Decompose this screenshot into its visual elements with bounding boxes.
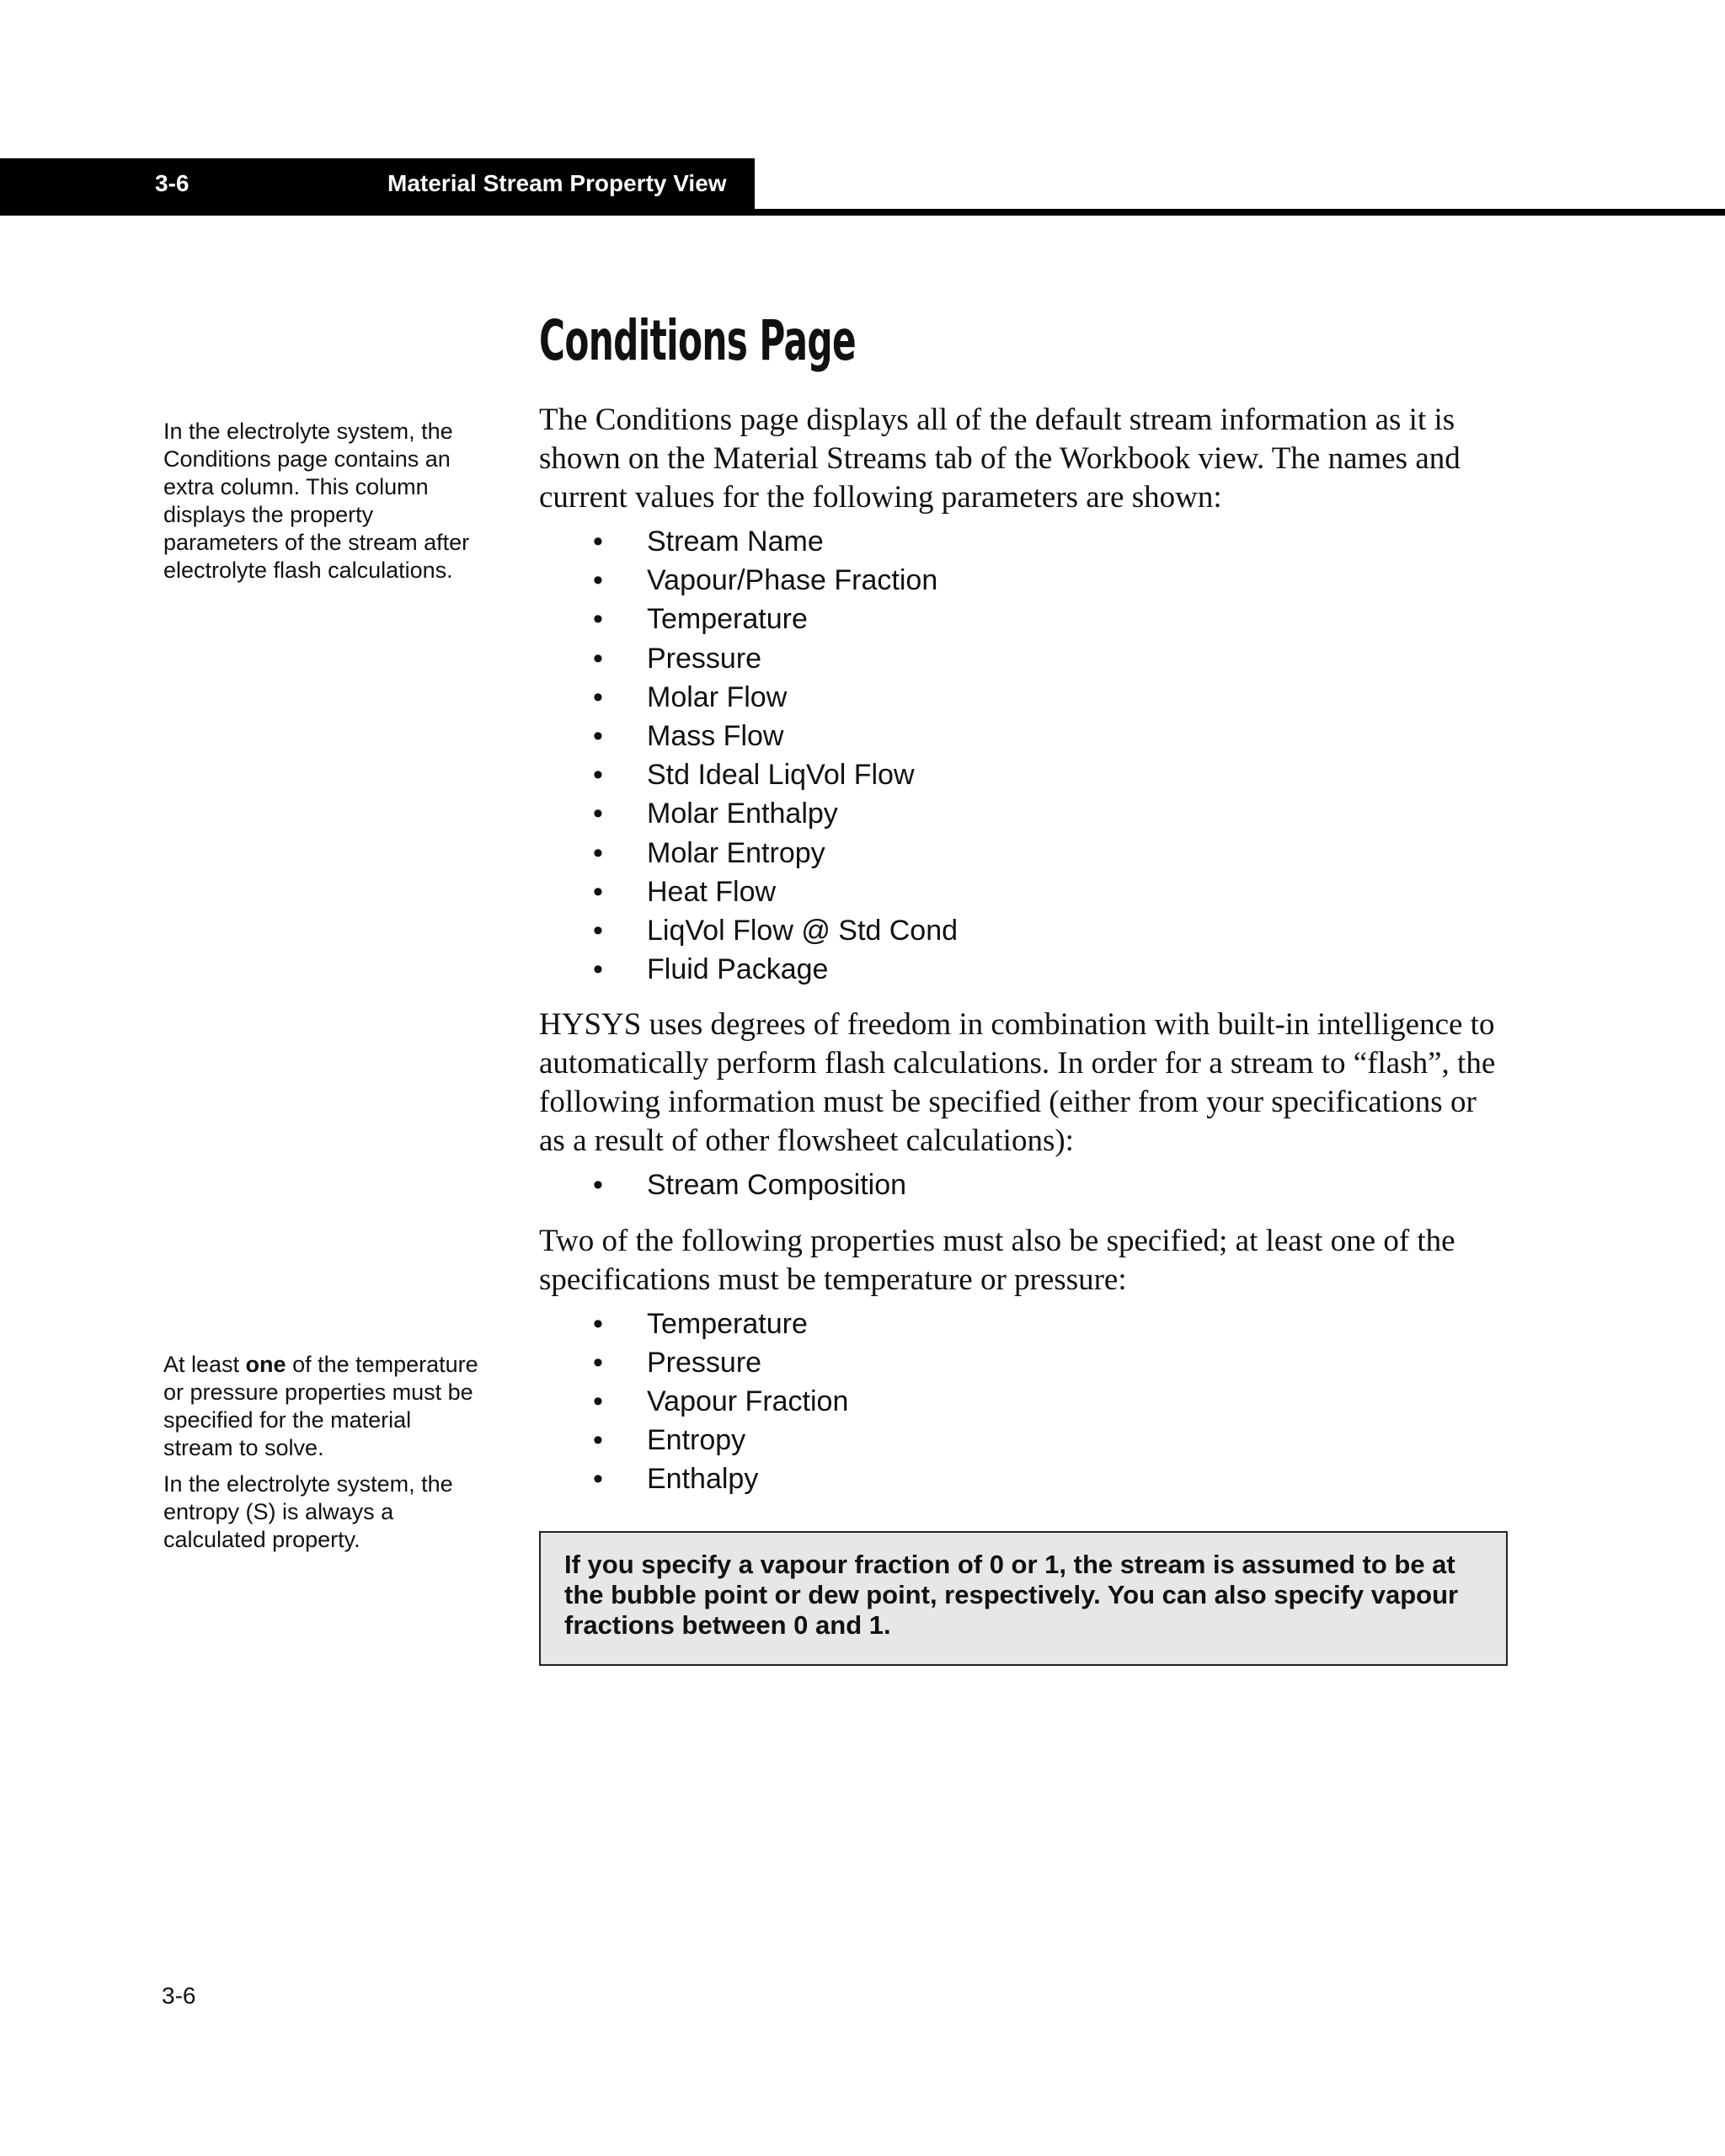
list-item-text: Fluid Package [647,953,829,986]
list-item-text: Temperature [647,1307,808,1340]
list-item-text: Entropy [647,1424,746,1457]
list-item [593,600,1508,638]
list-item [593,794,1508,833]
bullet-glyph: • [593,798,603,830]
list-item-text: Molar Entropy [647,836,825,869]
page-header-bar [0,158,755,212]
list-item-text: Temperature [647,603,808,636]
sidenote-spec-requirements [163,1351,483,1554]
note-box: If you specify a vapour fraction of 0 or 1, the stream is assumed to be at the bubble point or dew point, respectively. You can also specify vapour fractions between 0 and 1. [539,1531,1508,1666]
bullet-glyph: • [593,1424,603,1457]
bullet-glyph: • [593,953,603,986]
list-item [593,639,1508,678]
list-item-text: Mass Flow [647,720,784,753]
list-item [593,1343,1508,1382]
list-item [593,561,1508,600]
list-item-text: Molar Enthalpy [647,798,838,830]
sidenote-at-least-prefix: At least [163,1352,246,1377]
list-item [593,755,1508,794]
bullet-glyph: • [593,875,603,908]
header-page-number: 3-6 [155,170,190,196]
bullet-glyph: • [593,1169,603,1202]
list-item [593,1166,1508,1204]
bullet-glyph: • [593,526,603,558]
bullet-glyph: • [593,680,603,713]
bullet-glyph: • [593,759,603,792]
header-section-title: Material Stream Property View [387,170,727,196]
list-item [593,950,1508,989]
list-item [593,1460,1508,1498]
list-item-text: Pressure [647,1346,762,1379]
list-item-text: Enthalpy [647,1463,759,1496]
list-item [593,873,1508,911]
property-list [539,1305,1508,1499]
main-content [539,303,1508,1666]
list-item [593,678,1508,717]
bullet-glyph: • [593,1385,603,1418]
list-item-text: Std Ideal LiqVol Flow [647,759,915,792]
list-item-text: Heat Flow [647,875,777,908]
bullet-glyph: • [593,915,603,947]
list-item-text: Vapour Fraction [647,1385,849,1418]
list-item [593,717,1508,755]
bullet-glyph: • [593,642,603,675]
bullet-glyph: • [593,1463,603,1496]
list-item [593,1305,1508,1343]
list-item-text: Pressure [647,642,762,675]
list-item-text: Stream Composition [647,1169,907,1202]
bullet-glyph: • [593,564,603,597]
footer-page-number: 3-6 [162,1983,196,2009]
required-list [539,1166,1508,1204]
list-item [593,522,1508,561]
parameter-list [539,522,1508,989]
sidenote-electrolyte-column [163,418,483,584]
bullet-glyph: • [593,1307,603,1340]
bullet-glyph: • [593,1346,603,1379]
dof-paragraph: HYSYS uses degrees of freedom in combination with built-in intelligence to automatically perform flash calculations. In order for a stream to “flash”, the following information must be specified (either from your specifications or as a result of other flowsheet calculations): [539,1007,1496,1159]
sidenote-at-least-suffix: of the temperature or pressure properties must be specified for the material stream to solve. [163,1352,478,1460]
two-of-paragraph: Two of the following properties must also be specified; at least one of the specifications must be temperature or pressure: [539,1223,1455,1297]
bullet-glyph: • [593,603,603,636]
sidenote-at-least-bold: one [245,1352,286,1377]
list-item-text: Stream Name [647,526,824,558]
bullet-glyph: • [593,720,603,753]
header-rule [0,209,1725,216]
sidenote-entropy: In the electrolyte system, the entropy (S) is always a calculated property. [163,1471,453,1552]
list-item [593,834,1508,873]
list-item-text: LiqVol Flow @ Std Cond [647,915,959,947]
page-title: Conditions Page [539,308,857,373]
list-item [593,1421,1508,1460]
intro-paragraph: The Conditions page displays all of the default stream information as it is shown on the Material Streams tab of the Workbook view. The names and current values for the following parameters are shown: [539,403,1461,515]
sidenote-electrolyte-column-text: In the electrolyte system, the Conditions page contains an extra column. This column displays the property parameters of the stream after electrolyte flash calculations. [163,419,470,583]
list-item [593,911,1508,950]
list-item-text: Vapour/Phase Fraction [647,564,938,597]
bullet-glyph: • [593,836,603,869]
list-item-text: Molar Flow [647,680,788,713]
list-item [593,1382,1508,1421]
sidenote-at-least-one [163,1351,483,1462]
